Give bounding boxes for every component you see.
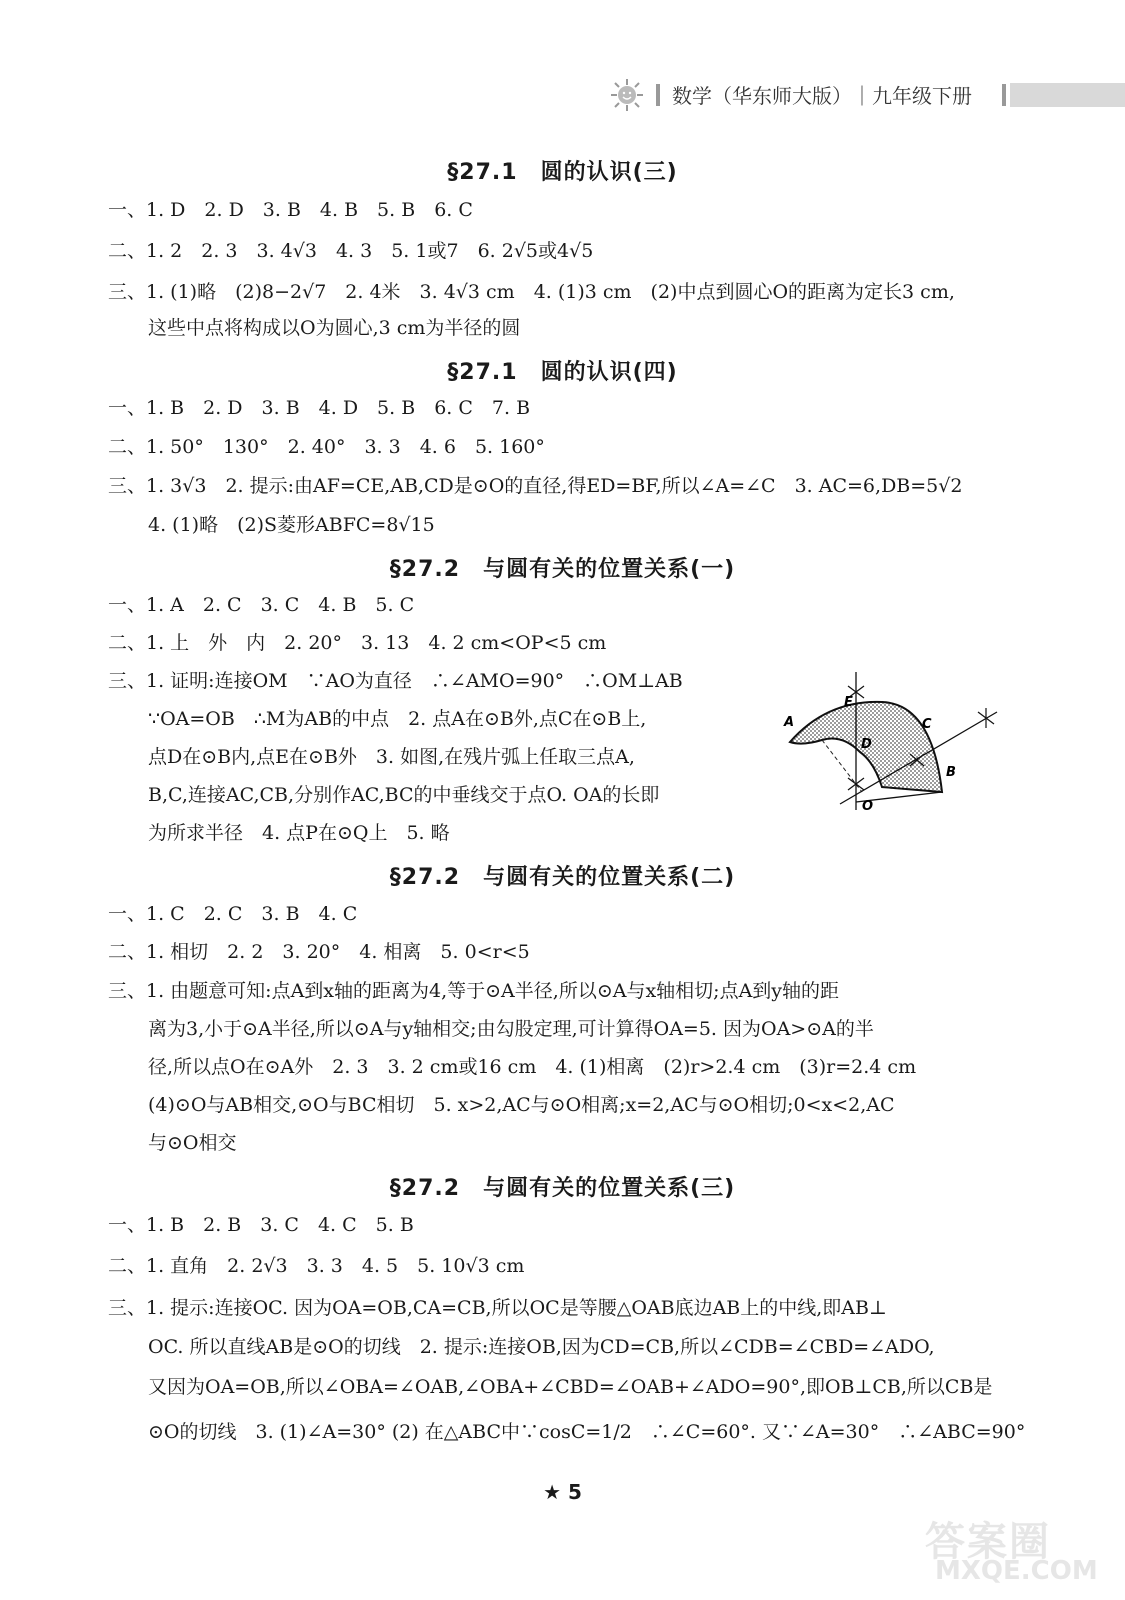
answer-line: 点D在⊙B内,点E在⊙B外 3. 如图,在残片弧上任取三点A, [148,746,635,768]
answer-line: 二、1. 上 外 内 2. 20° 3. 13 4. 2 cm<OP<5 cm [108,632,607,654]
figure-label-c: C [922,717,932,732]
answer-line: 4. (1)略 (2)S菱形ABFC=8√15 [148,514,435,536]
answer-line: 二、1. 50° 130° 2. 40° 3. 3 4. 6 5. 160° [108,436,545,458]
figure-label-e: E [844,695,853,710]
answer-line: ∵OA=OB ∴M为AB的中点 2. 点A在⊙B外,点C在⊙B上, [148,708,647,730]
circle-fragment-figure [782,662,1004,812]
answer-line: OC. 所以直线AB是⊙O的切线 2. 提示:连接OB,因为CD=CB,所以∠CDB=∠CBD=∠ADO, [148,1336,935,1358]
section-title: §27.1 圆的认识(四) [447,360,678,385]
answer-line: 一、1. B 2. B 3. C 4. C 5. B [108,1214,414,1236]
watermark-url: MXQE.COM [935,1556,1098,1586]
answer-line: 离为3,小于⊙A半径,所以⊙A与y轴相交;由勾股定理,可计算得OA=5. 因为OA>⊙A的半 [148,1018,874,1040]
answer-line: 与⊙O相交 [148,1132,237,1154]
page-number: ★ 5 [543,1480,582,1504]
watermark-logo-text: 答案圈 [925,1519,1051,1565]
answer-line: 为所求半径 4. 点P在⊙Q上 5. 略 [148,822,450,844]
answer-line: 二、1. 直角 2. 2√3 3. 3 4. 5 5. 10√3 cm [108,1255,525,1277]
answer-line: 三、1. 3√3 2. 提示:由AF=CE,AB,CD是⊙O的直径,得ED=BF,所以∠A=∠C 3. AC=6,DB=5√2 [108,475,963,497]
header-divider [656,84,660,106]
section-title: §27.2 与圆有关的位置关系(三) [389,1176,736,1201]
answer-line: 一、1. A 2. C 3. C 4. B 5. C [108,594,415,616]
answer-line: 径,所以点O在⊙A外 2. 3 3. 2 cm或16 cm 4. (1)相离 (2)r>2.4 cm (3)r=2.4 cm [148,1056,917,1078]
answer-line: B,C,连接AC,CB,分别作AC,BC的中垂线交于点O. OA的长即 [148,784,660,806]
watermark [925,1510,1115,1590]
section-title: §27.1 圆的认识(三) [447,160,678,185]
section-title: §27.2 与圆有关的位置关系(一) [389,557,736,582]
answer-line: 二、1. 2 2. 3 3. 4√3 4. 3 5. 1或7 6. 2√5或4√5 [108,240,594,262]
header-grey-band [1010,83,1125,107]
answer-line: 一、1. B 2. D 3. B 4. D 5. B 6. C 7. B [108,397,531,419]
answer-line: 二、1. 相切 2. 2 3. 20° 4. 相离 5. 0<r<5 [108,941,530,963]
sun-logo-icon [610,78,644,112]
header-title: 数学（华东师大版）｜九年级下册 [672,84,972,108]
header-divider [1002,84,1006,106]
figure-label-d: D [861,737,872,752]
answer-line: 这些中点将构成以O为圆心,3 cm为半径的圆 [148,317,521,339]
answer-line: 一、1. D 2. D 3. B 4. B 5. B 6. C [108,199,473,221]
answer-line: 三、1. 提示:连接OC. 因为OA=OB,CA=CB,所以OC是等腰△OAB底边AB上的中线,即AB⊥ [108,1297,887,1319]
answer-line: 三、1. 证明:连接OM ∵AO为直径 ∴∠AMO=90° ∴OM⊥AB [108,670,683,692]
answer-line: 又因为OA=OB,所以∠OBA=∠OAB,∠OBA+∠CBD=∠OAB+∠ADO=90°,即OB⊥CB,所以CB是 [148,1376,993,1398]
section-title: §27.2 与圆有关的位置关系(二) [389,865,736,890]
answer-line: ⊙O的切线 3. (1)∠A=30° (2) 在△ABC中∵cosC=1/2 ∴∠C=60°. 又∵∠A=30° ∴∠ABC=90° [148,1421,1026,1443]
page-header [610,78,1125,112]
answer-line: 一、1. C 2. C 3. B 4. C [108,903,358,925]
answer-line: (4)⊙O与AB相交,⊙O与BC相切 5. x>2,AC与⊙O相离;x=2,AC与⊙O相切;0<x<2,AC [148,1094,895,1116]
figure-label-b: B [946,765,956,780]
figure-label-o: O [862,799,874,812]
answer-line: 三、1. 由题意可知:点A到x轴的距离为4,等于⊙A半径,所以⊙A与x轴相切;点A到y轴的距 [108,980,840,1002]
answer-line: 三、1. (1)略 (2)8−2√7 2. 4米 3. 4√3 cm 4. (1)3 cm (2)中点到圆心O的距离为定长3 cm, [108,281,955,303]
figure-label-a: A [784,715,795,730]
